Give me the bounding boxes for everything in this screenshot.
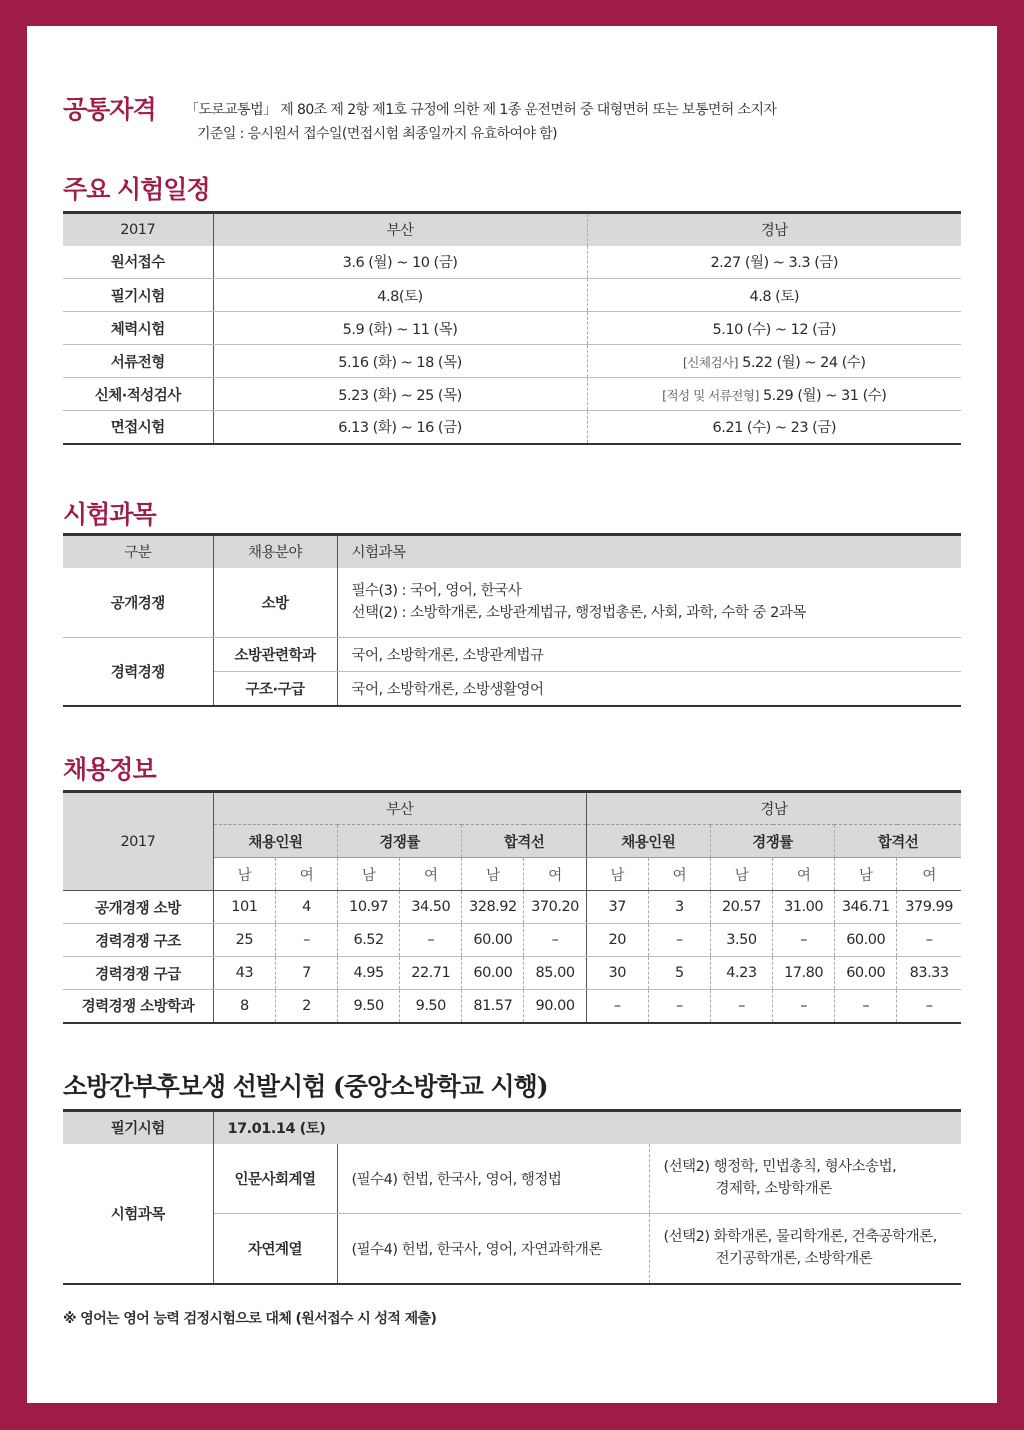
recruit-cell: 2 <box>275 990 337 1023</box>
cadet-title: 소방간부후보생 선발시험 (중앙소방학교 시행) <box>63 1072 548 1101</box>
recruit-row <box>63 924 961 957</box>
schedule-row-label: 신체·적성검사 <box>63 378 213 411</box>
schedule-gyeongnam-date: 4.8 (토) <box>587 279 961 312</box>
schedule-busan-date: 3.6 (월) ~ 10 (금) <box>213 246 587 279</box>
cadet-track-name: 인문사회계열 <box>213 1144 337 1214</box>
subjects-open-category: 공개경쟁 <box>63 568 213 638</box>
schedule-row-label: 서류전형 <box>63 345 213 378</box>
recruit-cell: 4.95 <box>338 957 400 990</box>
qualification-line2: 기준일 : 응시원서 접수일(면접시험 최종일까지 유효하여야 함) <box>197 126 558 142</box>
subjects-open-cell <box>337 568 961 638</box>
recruit-cell: 20.57 <box>710 891 772 924</box>
recruit-cell: 328.92 <box>462 891 524 924</box>
cadet-written-label: 필기시험 <box>63 1111 213 1144</box>
cadet-track-elective-line1: (선택2) 행정학, 민법총칙, 형사소송법, <box>663 1159 897 1176</box>
recruit-cell: 6.52 <box>338 924 400 957</box>
recruit-cell: 83.33 <box>897 957 961 990</box>
schedule-row-label: 필기시험 <box>63 279 213 312</box>
schedule-row <box>63 246 961 279</box>
schedule-gyeongnam-date: 6.21 (수) ~ 23 (금) <box>587 411 961 444</box>
schedule-busan-date: 5.16 (화) ~ 18 (목) <box>213 345 587 378</box>
subjects-open-field: 소방 <box>213 568 337 638</box>
recruit-cell: 7 <box>275 957 337 990</box>
recruit-cell: 22.71 <box>400 957 462 990</box>
schedule-row-label: 체력시험 <box>63 312 213 345</box>
recruit-cell: 25 <box>213 924 275 957</box>
recruit-cell: 81.57 <box>462 990 524 1023</box>
subjects-career-field: 소방관련학과 <box>213 638 337 672</box>
subjects-open-required: 필수(3) : 국어, 영어, 한국사 <box>351 583 522 600</box>
recruit-title: 채용정보 <box>63 755 156 784</box>
recruit-cell: – <box>773 990 835 1023</box>
cadet-track-elective <box>649 1144 961 1214</box>
recruit-cell: 30 <box>586 957 648 990</box>
schedule-gyeongnam-note: [적성 및 서류전형] <box>662 387 759 403</box>
recruit-cell: 4 <box>275 891 337 924</box>
recruit-gender-male: 남 <box>835 858 897 891</box>
recruit-row-label: 경력경쟁 구급 <box>63 957 213 990</box>
recruit-cell: 4.23 <box>710 957 772 990</box>
schedule-row <box>63 411 961 444</box>
recruit-gender-male: 남 <box>213 858 275 891</box>
cadet-table <box>63 1109 961 1285</box>
recruit-cell: 17.80 <box>773 957 835 990</box>
schedule-header-gyeongnam: 경남 <box>587 213 961 246</box>
recruit-group-header: 채용인원 <box>586 825 710 858</box>
recruit-cell: – <box>524 924 586 957</box>
recruit-cell: 37 <box>586 891 648 924</box>
recruit-gender-female: 여 <box>400 858 462 891</box>
recruit-cell: 8 <box>240 997 249 1014</box>
recruit-cell: – <box>648 924 710 957</box>
recruit-row-label: 경력경쟁 구조 <box>63 924 213 957</box>
schedule-row <box>63 345 961 378</box>
schedule-row <box>63 279 961 312</box>
recruit-body <box>63 891 961 1023</box>
cadet-written-date: 17.01.14 (토) <box>213 1111 961 1144</box>
recruit-gender-male: 남 <box>338 858 400 891</box>
recruit-cell: 60.00 <box>462 957 524 990</box>
subjects-open-elective: 선택(2) : 소방학개론, 소방관계법규, 행정법총론, 사회, 과학, 수학 중 2과목 <box>351 605 806 622</box>
subjects-header-subjects: 시험과목 <box>337 535 961 568</box>
page-card <box>27 26 997 1403</box>
qualification-line1: 「도로교통법」 제 80조 제 2항 제1호 규정에 의한 제 1종 운전면허 중 대형면허 또는 보통면허 소지자 <box>185 102 777 118</box>
recruit-cell: 9.50 <box>338 990 400 1023</box>
recruit-cell: – <box>710 990 772 1023</box>
subjects-career-subjects: 국어, 소방학개론, 소방생활영어 <box>351 681 544 698</box>
recruit-cell: – <box>648 990 710 1023</box>
schedule-gyeongnam-note: [신체검사] <box>682 354 738 370</box>
cadet-track-required: (필수4) 헌법, 한국사, 영어, 행정법 <box>337 1144 649 1214</box>
recruit-header-year: 2017 <box>63 792 213 891</box>
schedule-busan-date: 6.13 (화) ~ 16 (금) <box>338 420 462 437</box>
recruit-gender-male: 남 <box>462 858 524 891</box>
cadet-track-required: (필수4) 헌법, 한국사, 영어, 자연과학개론 <box>351 1241 602 1258</box>
schedule-header-busan: 부산 <box>213 213 587 246</box>
recruit-header-gyeongnam: 경남 <box>586 792 961 825</box>
footnote: ※ 영어는 영어 능력 검정시험으로 대체 (원서접수 시 성적 제출) <box>63 1311 437 1327</box>
recruit-cell: 34.50 <box>400 891 462 924</box>
recruit-row <box>63 957 961 990</box>
schedule-row <box>63 378 961 411</box>
cadet-track-elective-line2: 경제학, 소방학개론 <box>715 1181 832 1198</box>
recruit-cell: 20 <box>586 924 648 957</box>
cadet-track-elective <box>649 1214 961 1284</box>
subjects-table <box>63 533 961 707</box>
qualification-text <box>185 98 776 146</box>
recruit-cell: 60.00 <box>835 957 897 990</box>
recruit-cell: 60.00 <box>835 924 897 957</box>
recruit-group-header: 경쟁률 <box>338 825 462 858</box>
schedule-gyeongnam-cell <box>587 378 961 411</box>
recruit-cell: 31.00 <box>773 891 835 924</box>
recruit-cell: 379.99 <box>897 891 961 924</box>
recruit-cell: – <box>897 924 961 957</box>
recruit-gender-female: 여 <box>275 858 337 891</box>
qualification-title: 공통자격 <box>63 95 156 124</box>
recruit-cell: 5 <box>648 957 710 990</box>
recruit-cell: 90.00 <box>524 990 586 1023</box>
recruit-header-busan: 부산 <box>213 792 586 825</box>
cadet-track-elective-line1: (선택2) 화학개론, 물리학개론, 건축공학개론, <box>663 1229 937 1246</box>
recruit-gender-male: 남 <box>710 858 772 891</box>
schedule-row-label: 원서접수 <box>63 246 213 279</box>
recruit-cell: – <box>275 924 337 957</box>
recruit-row-label: 경력경쟁 소방학과 <box>63 990 213 1023</box>
recruit-group-header: 합격선 <box>462 825 586 858</box>
recruit-row-label: 공개경쟁 소방 <box>63 891 213 924</box>
schedule-row <box>63 312 961 345</box>
recruit-cell: 101 <box>213 891 275 924</box>
recruit-row <box>63 990 961 1023</box>
schedule-gyeongnam-date: 5.29 (월) ~ 31 (수) <box>762 387 887 404</box>
recruit-gender-female: 여 <box>524 858 586 891</box>
schedule-header-year: 2017 <box>63 213 213 246</box>
recruit-gender-female: 여 <box>897 858 961 891</box>
recruit-cell: – <box>897 990 961 1023</box>
schedule-busan-date: 5.9 (화) ~ 11 (목) <box>213 312 587 345</box>
cadet-subjects-label: 시험과목 <box>63 1144 213 1284</box>
schedule-busan-date: 4.8(토) <box>213 279 587 312</box>
recruit-cell: 3.50 <box>710 924 772 957</box>
recruit-row <box>63 891 961 924</box>
schedule-title: 주요 시험일정 <box>63 175 210 204</box>
schedule-gyeongnam-date: 2.27 (월) ~ 3.3 (금) <box>587 246 961 279</box>
cadet-track-elective-line2: 전기공학개론, 소방학개론 <box>715 1251 873 1268</box>
recruit-cell: 85.00 <box>524 957 586 990</box>
cadet-track-name: 자연계열 <box>213 1214 337 1284</box>
subjects-career-field: 구조·구급 <box>213 672 337 706</box>
subjects-career-category: 경력경쟁 <box>63 638 213 706</box>
recruit-group-header: 경쟁률 <box>710 825 834 858</box>
recruit-group-header: 채용인원 <box>213 825 337 858</box>
subjects-header-field: 채용분야 <box>213 535 337 568</box>
recruit-cell: 370.20 <box>524 891 586 924</box>
recruit-table <box>63 790 961 1024</box>
subjects-career-subjects: 국어, 소방학개론, 소방관계법규 <box>337 638 961 672</box>
recruit-cell: – <box>400 924 462 957</box>
recruit-gender-female: 여 <box>648 858 710 891</box>
recruit-gender-female: 여 <box>773 858 835 891</box>
schedule-table <box>63 211 961 445</box>
schedule-gyeongnam-date: 5.22 (월) ~ 24 (수) <box>742 354 866 371</box>
subjects-header-category: 구분 <box>63 535 213 568</box>
recruit-cell: – <box>773 924 835 957</box>
schedule-busan-date: 5.23 (화) ~ 25 (목) <box>213 378 587 411</box>
recruit-gender-male: 남 <box>586 858 648 891</box>
recruit-cell: 9.50 <box>400 990 462 1023</box>
recruit-cell: 60.00 <box>462 924 524 957</box>
recruit-cell: – <box>586 990 648 1023</box>
schedule-gyeongnam-date: 5.10 (수) ~ 12 (금) <box>587 312 961 345</box>
recruit-group-header: 합격선 <box>835 825 961 858</box>
recruit-cell: 346.71 <box>835 891 897 924</box>
schedule-gyeongnam-cell <box>587 345 961 378</box>
recruit-cell: – <box>835 990 897 1023</box>
subjects-title: 시험과목 <box>63 500 156 529</box>
schedule-row-label: 면접시험 <box>63 411 213 444</box>
recruit-cell: 43 <box>213 957 275 990</box>
recruit-cell: 3 <box>648 891 710 924</box>
recruit-cell: 10.97 <box>338 891 400 924</box>
